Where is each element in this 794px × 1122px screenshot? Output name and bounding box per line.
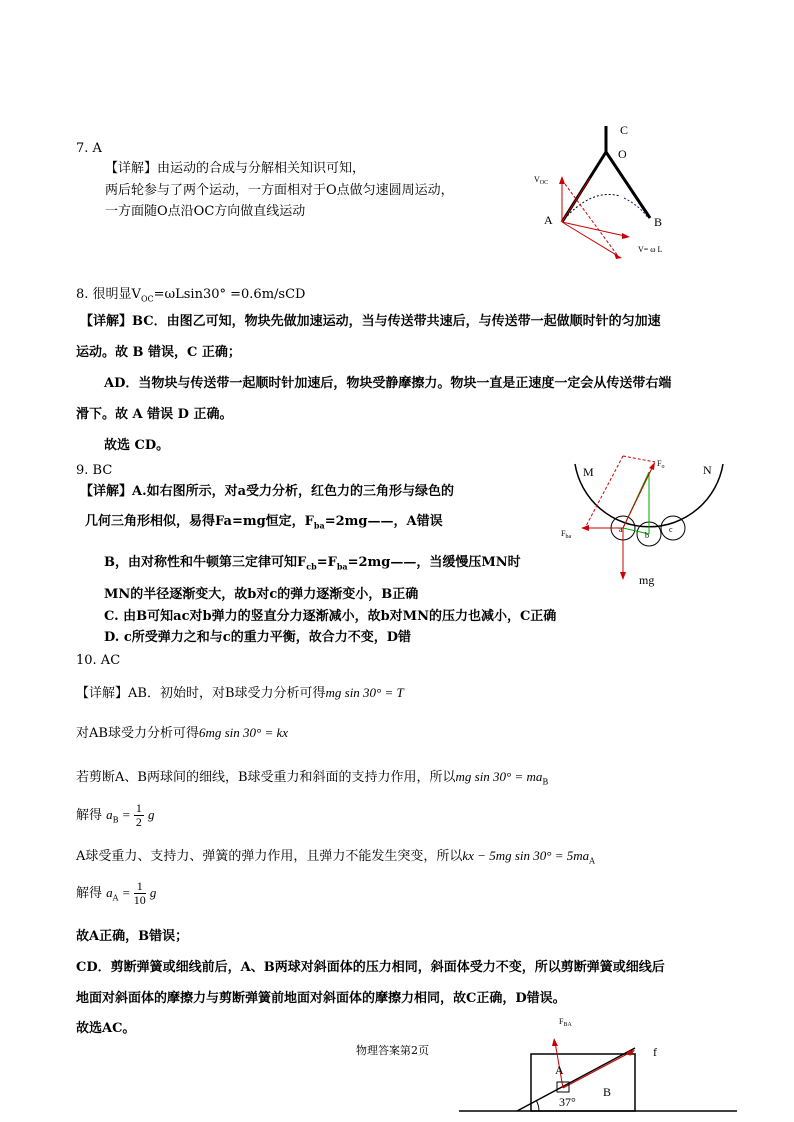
q9-line6: D. c所受弹力之和与c的重力平衡，故合力不变，D错	[104, 630, 411, 645]
q7-line2: 两后轮参与了两个运动，一方面相对于O点做匀速圆周运动，	[105, 183, 454, 198]
q10-line10: 故选AC。	[76, 1021, 136, 1036]
q8-line2: 运动。故 B 错误，C 正确；	[76, 345, 241, 360]
q10-line4: 解得 $a_B$ = $\frac{1}{2}$ g	[76, 801, 155, 829]
q7-figure	[520, 118, 690, 263]
q10-label-angle: 37°	[559, 1095, 576, 1109]
q7-label-voc: $V_{OC}$	[534, 175, 549, 186]
q8-line3: AD．当物块与传送带一起顺时针加速后，物块受静摩擦力。物块一直是正速度一定会从传送带右端	[104, 376, 672, 391]
q7-label-v: V= ω L	[638, 245, 663, 254]
q9-label-Fba: $F_{ba}$	[561, 529, 572, 540]
q9-head: 9. BC	[76, 463, 113, 478]
q10-line3: 若剪断A、B两球间的细线，B球受重力和斜面的支持力作用，所以mg $\sin 30^\circ = ma_B$	[76, 769, 549, 787]
q9-line2: 几何三角形相似，易得Fa=mg恒定，$F_{ba}=2mg——$，A错误	[85, 514, 443, 531]
q8-line5: 故选 CD。	[104, 438, 170, 453]
q10-label-A: A	[555, 1063, 564, 1077]
q10-label-FBA: $F_{BA}$	[559, 1017, 572, 1028]
q10-label-f: f	[653, 1045, 657, 1059]
q10-line8: CD．剪断弹簧或细线前后，A、B两球对斜面体的压力相同，斜面体受力不变，所以剪断弹簧或细线后	[76, 960, 665, 975]
q9-figure	[555, 450, 735, 595]
q10-line2: 对AB球受力分析可得6mg sin 30° = kx	[76, 725, 289, 741]
q10-line5: A球受重力、支持力、弹簧的弹力作用，且弹力不能发生突变，所以kx − 5mg $\sin 30^\circ = 5ma_A$	[76, 848, 595, 866]
q10-label-B: B	[603, 1085, 612, 1099]
q7-label-A: A	[544, 213, 553, 227]
q10-head: 10. AC	[76, 653, 121, 668]
q10-line7: 故A正确，B错误；	[76, 929, 189, 944]
q9-label-a: a	[619, 525, 623, 534]
q9-line3: B，由对称性和牛顿第三定律可知$F_{cb}=F_{ba}=2mg——$，当缓慢压MN时	[104, 555, 521, 572]
q9-label-Fo: $F_o$	[657, 459, 665, 470]
q10-line6: 解得 $a_A$ = $\frac{1}{10}$ g	[76, 879, 157, 907]
q9-line5: C. 由B可知ac对b弹力的竖直分力逐渐减小，故b对MN的压力也减小，C正确	[104, 609, 557, 624]
q8-head: 8. 很明显$V_{OC}=\omega Lsin30^\circ =0.6m/sCD$	[76, 287, 306, 304]
q9-label-M: M	[583, 465, 594, 479]
q8-line4: 滑下。故 A 错误 D 正确。	[76, 407, 233, 422]
q7-label-C: C	[620, 123, 629, 137]
q7-line3: 一方面随O点沿OC方向做直线运动	[105, 204, 306, 219]
q7-label-O: O	[618, 147, 627, 161]
q9-line1: 【详解】A.如右图所示，对a受力分析，红色力的三角形与绿色的	[80, 484, 455, 499]
q7-line1: 【详解】由运动的合成与分解相关知识可知，	[105, 161, 366, 176]
q9-line4: MN的半径逐渐变大，故b对c的弹力逐渐变小，B正确	[104, 587, 419, 602]
q7-head: 7. A	[76, 141, 102, 156]
q10-figure	[455, 1008, 740, 1118]
q10-line1: 【详解】AB．初始时，对B球受力分析可得mg sin 30° = T	[76, 685, 404, 701]
q7-label-B: B	[654, 215, 663, 229]
q9-label-c: c	[669, 525, 673, 534]
q10-line9: 地面对斜面体的摩擦力与剪断弹簧前地面对斜面体的摩擦力相同，故C正确，D错误。	[76, 991, 566, 1006]
page-footer: 物理答案第2页	[356, 1044, 429, 1057]
q9-label-b: b	[645, 531, 649, 540]
q9-label-mg: mg	[639, 573, 655, 587]
q8-line1: 【详解】BC．由图乙可知，物块先做加速运动，当与传送带共速后，与传送带一起做顺时针的匀加速	[80, 314, 661, 329]
q9-label-N: N	[703, 463, 712, 477]
